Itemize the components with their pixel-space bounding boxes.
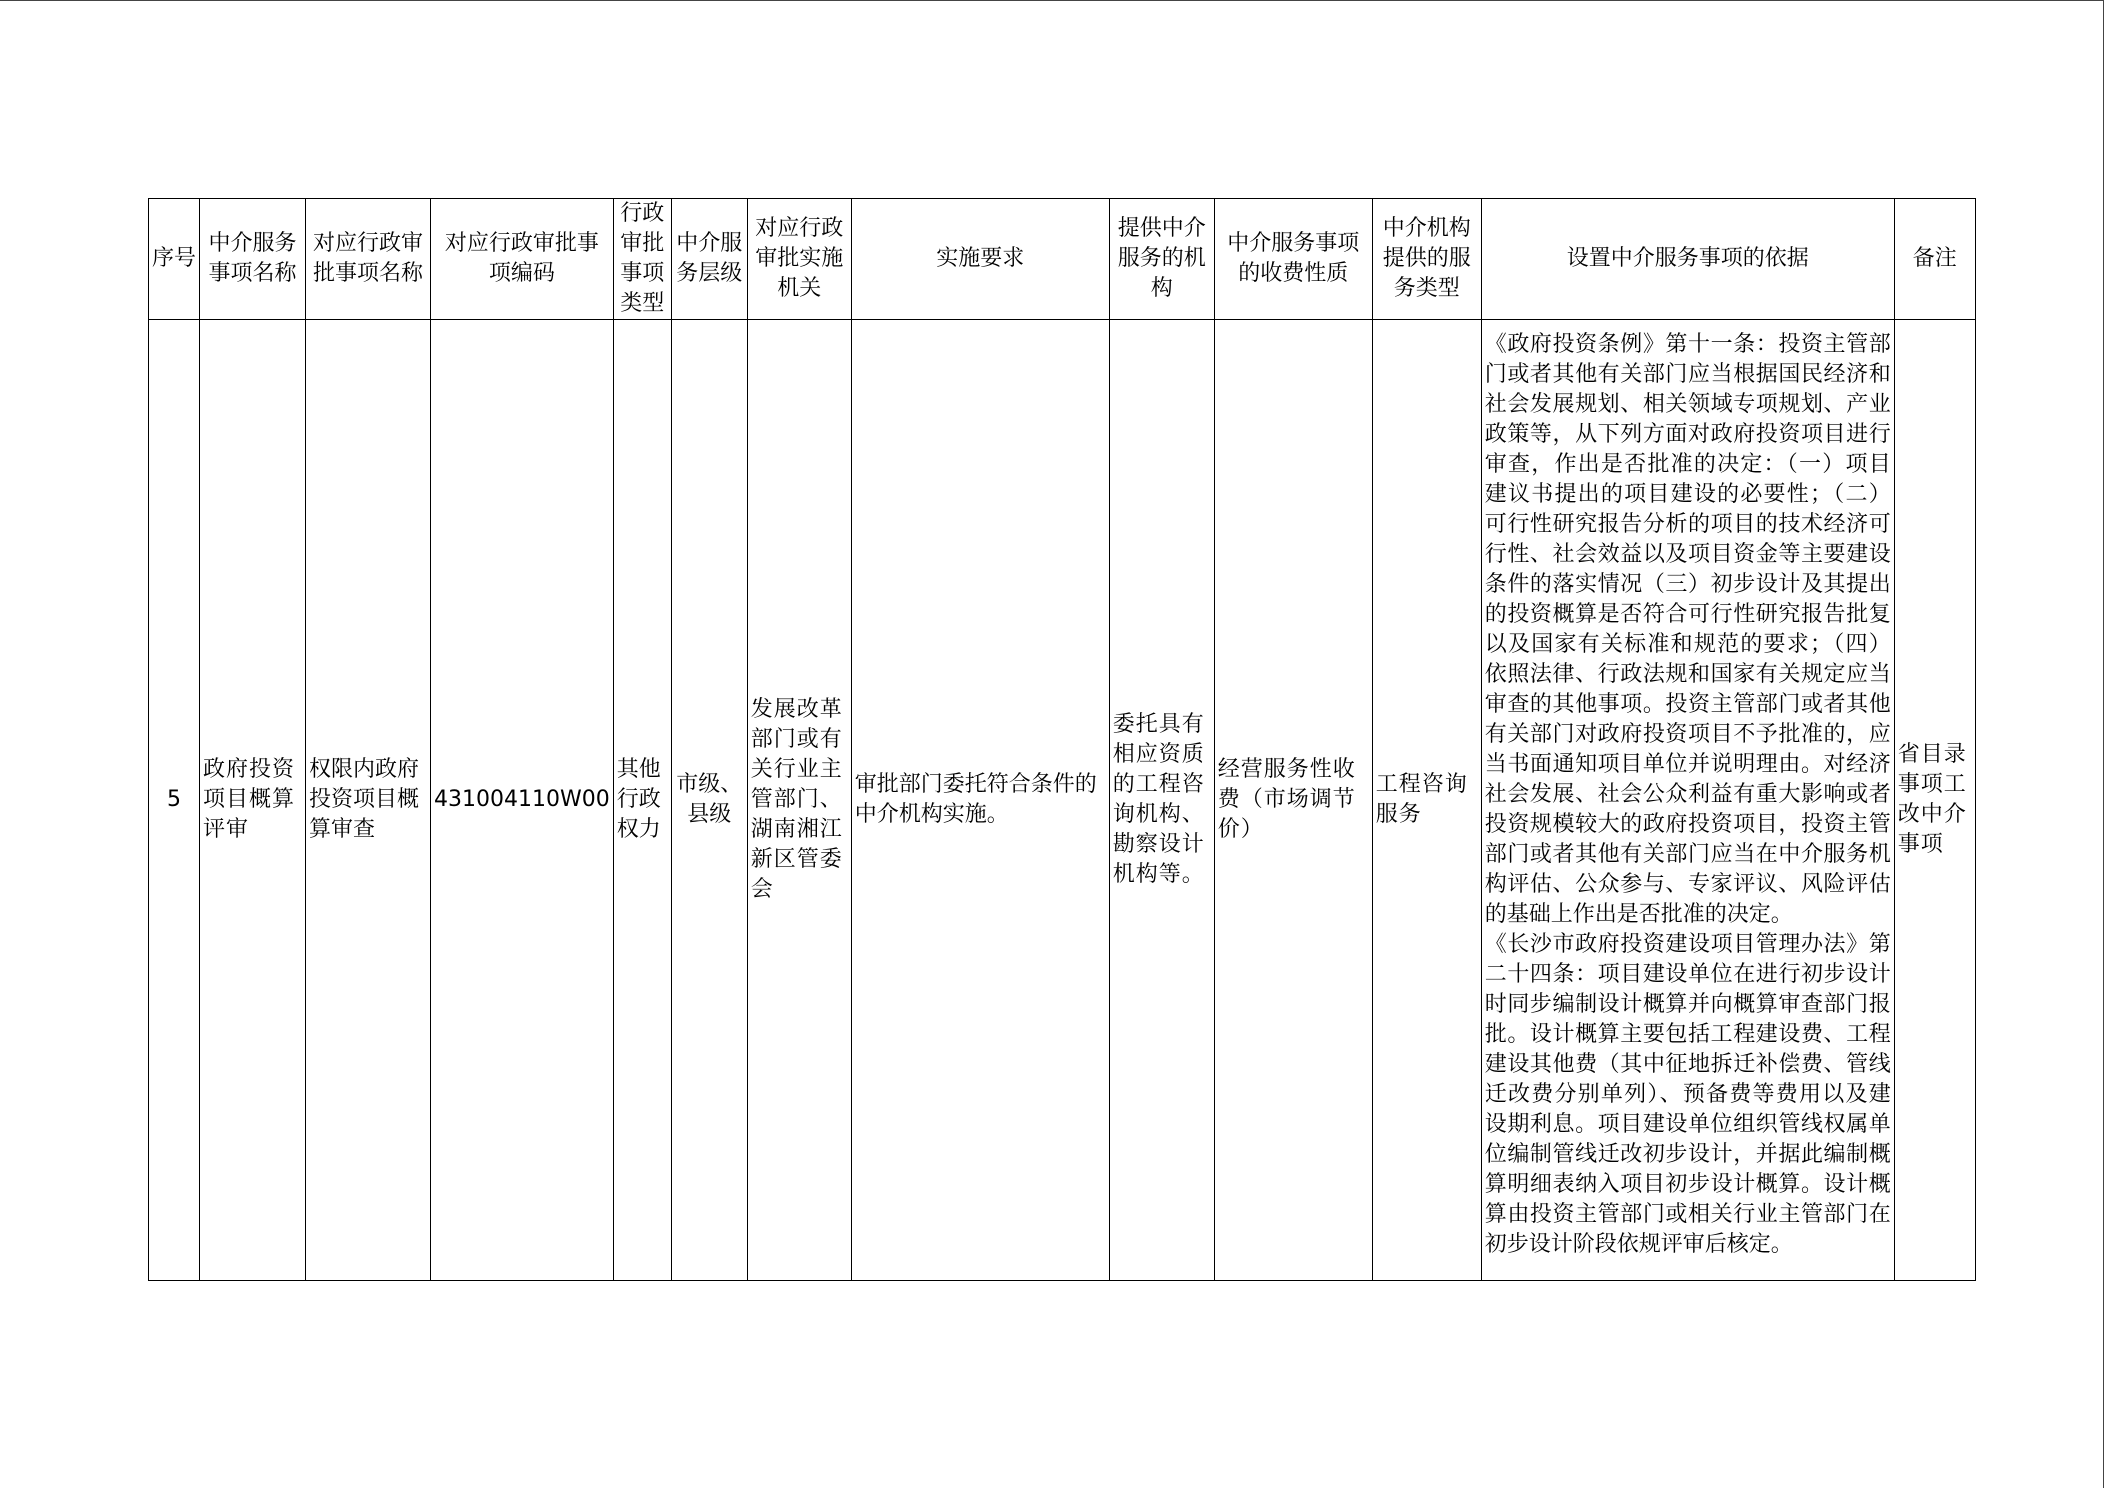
header-approval-type: 行政审批事项类型 [613, 199, 671, 320]
header-provider: 提供中介服务的机构 [1109, 199, 1214, 320]
page-border-top [0, 0, 2104, 1]
header-fee-nature: 中介服务事项的收费性质 [1214, 199, 1372, 320]
cell-provider: 委托具有相应资质的工程咨询机构、勘察设计机构等。 [1109, 320, 1214, 1281]
header-basis: 设置中介服务事项的依据 [1481, 199, 1894, 320]
cell-basis [1481, 320, 1894, 1281]
cell-seq: 5 [149, 320, 200, 1281]
cell-service-type: 工程咨询服务 [1372, 320, 1481, 1281]
header-service-level: 中介服务层级 [671, 199, 747, 320]
header-approval-code: 对应行政审批事项编码 [431, 199, 614, 320]
header-agency: 对应行政审批实施机关 [747, 199, 851, 320]
header-requirement: 实施要求 [851, 199, 1109, 320]
header-service-name: 中介服务事项名称 [200, 199, 306, 320]
cell-remark: 省目录事项工改中介事项 [1894, 320, 1975, 1281]
cell-requirement: 审批部门委托符合条件的中介机构实施。 [851, 320, 1109, 1281]
cell-agency: 发展改革部门或有关行业主管部门、湖南湘江新区管委会 [747, 320, 851, 1281]
cell-service-name: 政府投资项目概算评审 [200, 320, 306, 1281]
header-remark: 备注 [1894, 199, 1975, 320]
table-row [149, 320, 1976, 1281]
cell-fee-nature: 经营服务性收费（市场调节价） [1214, 320, 1372, 1281]
header-service-type: 中介机构提供的服务类型 [1372, 199, 1481, 320]
header-row [149, 199, 1976, 320]
cell-service-level: 市级、县级 [671, 320, 747, 1281]
basis-paragraph-2: 《长沙市政府投资建设项目管理办法》第二十四条：项目建设单位在进行初步设计时同步编制设计概算并向概算审查部门报批。设计概算主要包括工程建设费、工程建设其他费（其中征地拆迁补偿费、管线迁改费分别单列）、预备费等费用以及建设期利息。项目建设单位组织管线权属单位编制管线迁改初步设计，并据此编制概算明细表纳入项目初步设计概算。设计概算由投资主管部门或相关行业主管部门在初步设计阶段依规评审后核定。 [1484, 932, 1891, 1257]
service-items-table [148, 198, 1976, 1281]
basis-paragraph-1: 《政府投资条例》第十一条：投资主管部门或者其他有关部门应当根据国民经济和社会发展规划、相关领域专项规划、产业政策等，从下列方面对政府投资项目进行审查，作出是否批准的决定：（一）项目建议书提出的项目建设的必要性；（二）可行性研究报告分析的项目的技术经济可行性、社会效益以及项目资金等主要建设条件的落实情况（三）初步设计及其提出的投资概算是否符合可行性研究报告批复以及国家有关标准和规范的要求；（四）依照法律、行政法规和国家有关规定应当审查的其他事项。投资主管部门或者其他有关部门对政府投资项目不予批准的，应当书面通知项目单位并说明理由。对经济社会发展、社会公众利益有重大影响或者投资规模较大的政府投资项目，投资主管部门或者其他有关部门应当在中介服务机构评估、公众参与、专家评议、风险评估的基础上作出是否批准的决定。 [1484, 332, 1891, 927]
header-approval-name: 对应行政审批事项名称 [306, 199, 431, 320]
cell-approval-type: 其他行政权力 [613, 320, 671, 1281]
header-seq: 序号 [149, 199, 200, 320]
cell-approval-name: 权限内政府投资项目概算审查 [306, 320, 431, 1281]
cell-approval-code: 431004110W00 [431, 320, 614, 1281]
